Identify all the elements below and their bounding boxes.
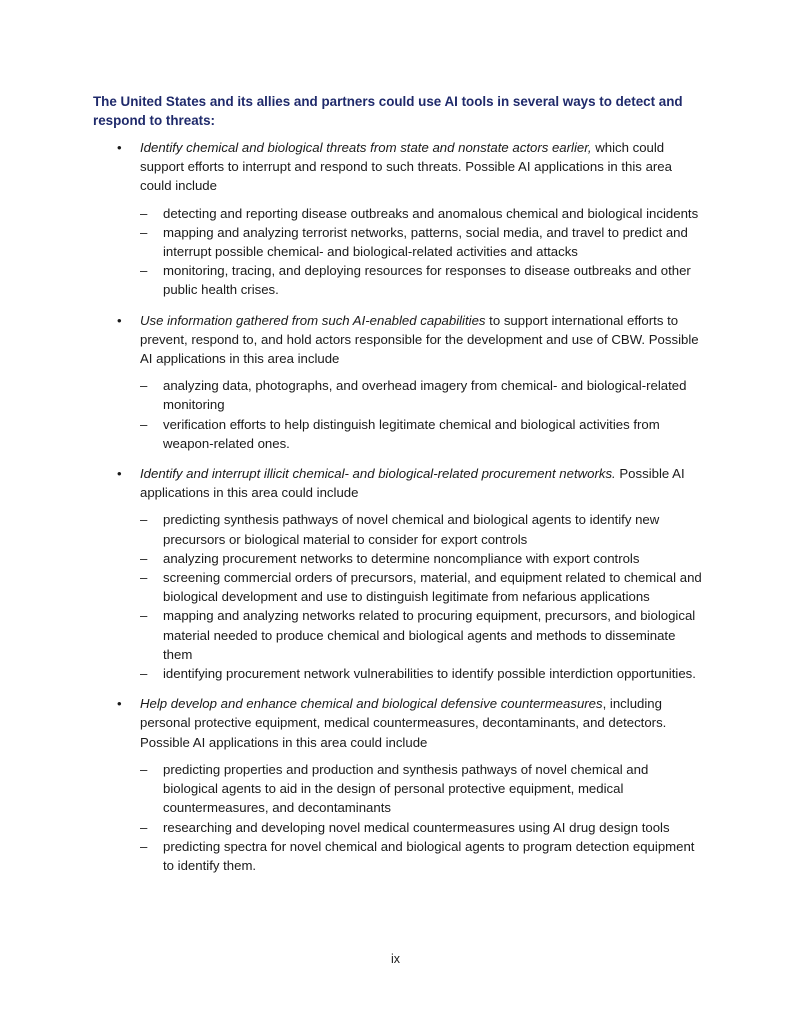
sub-list — [140, 760, 703, 875]
bullet-item — [93, 464, 703, 683]
sub-item-text: mapping and analyzing terrorist networks, patterns, social media, and travel to predict and interrupt possible chemical- and biological-related activities and attacks — [163, 224, 688, 260]
dash-icon: – — [140, 608, 148, 624]
bullet-rest: which could support efforts to interrupt and respond to such threats. Possible AI applications in this area could include — [140, 140, 672, 194]
sub-item — [140, 760, 703, 818]
bullet-dot-icon: • — [117, 466, 122, 482]
sub-item-text: mapping and analyzing networks related to procuring equipment, precursors, and biological material needed to produce chemical and biological agents and methods to disseminate them — [163, 608, 696, 662]
dash-icon: – — [140, 224, 148, 240]
bullet-text — [140, 694, 703, 752]
sub-item — [140, 606, 703, 664]
sub-item — [140, 664, 703, 683]
sub-item — [140, 510, 703, 548]
bullet-item — [93, 311, 703, 453]
sub-item-text: analyzing procurement networks to determine noncompliance with export controls — [163, 550, 640, 566]
sub-item — [140, 818, 703, 837]
bullet-item — [93, 138, 703, 300]
sub-item-text: predicting synthesis pathways of novel chemical and biological agents to identify new precursors or biological material to consider for export controls — [163, 512, 660, 547]
sub-item — [140, 223, 703, 261]
sub-item-text: predicting properties and production and synthesis pathways of novel chemical and biological agents to aid in the design of personal protective equipment, medical countermeasures, and decontaminants — [163, 761, 649, 816]
dash-icon: – — [140, 666, 148, 682]
sub-item — [140, 568, 703, 606]
dash-icon: – — [140, 416, 148, 432]
bullet-dot-icon: • — [117, 696, 122, 712]
sub-list — [140, 204, 703, 300]
sub-list — [140, 376, 703, 453]
dash-icon: – — [140, 838, 148, 854]
dash-icon: – — [140, 205, 148, 221]
sub-item — [140, 837, 703, 875]
dash-icon: – — [140, 819, 148, 835]
dash-icon: – — [140, 263, 148, 279]
dash-icon: – — [140, 761, 148, 777]
page-number: ix — [390, 952, 401, 966]
bullet-dot-icon: • — [117, 140, 122, 155]
sub-item-text: verification efforts to help distinguish legitimate chemical and biological activities from weapon-related ones. — [163, 416, 660, 451]
sub-item-text: analyzing data, photographs, and overhead imagery from chemical- and biological-related monitoring — [163, 378, 687, 413]
bullet-lead: Use information gathered from such AI-enabled capabilities — [140, 312, 486, 328]
sub-item — [140, 376, 703, 414]
document-body — [93, 92, 703, 886]
dash-icon: – — [140, 550, 148, 566]
dash-icon: – — [140, 378, 148, 394]
sub-item — [140, 549, 703, 568]
sub-item — [140, 261, 703, 299]
sub-list — [140, 510, 703, 683]
bullet-lead: Identify and interrupt illicit chemical- and biological-related procurement networks. — [140, 466, 616, 482]
sub-item — [140, 415, 703, 453]
bullet-list — [93, 138, 703, 875]
bullet-rest: Possible AI applications in this area could include — [140, 466, 685, 501]
bullet-item — [93, 694, 703, 875]
bullet-lead: Help develop and enhance chemical and biological defensive countermeasures — [140, 696, 603, 712]
sub-item-text: monitoring, tracing, and deploying resources for responses to disease outbreaks and other public health crises. — [163, 263, 691, 298]
sub-item-text: predicting spectra for novel chemical and biological agents to program detection equipment to identify them. — [163, 838, 695, 873]
bullet-lead: Identify chemical and biological threats from state and nonstate actors earlier, — [140, 140, 592, 155]
sub-item-text: screening commercial orders of precursors, material, and equipment related to chemical and biological development and use to distinguish legitimate from nefarious applications — [163, 570, 702, 605]
dash-icon: – — [140, 570, 148, 586]
sub-item-text: detecting and reporting disease outbreaks and anomalous chemical and biological incidents — [163, 205, 699, 221]
dash-icon: – — [140, 512, 148, 528]
sub-item-text: researching and developing novel medical countermeasures using AI drug design tools — [163, 819, 670, 835]
bullet-text — [140, 138, 703, 196]
bullet-rest: , including personal protective equipment, medical countermeasures, decontaminants, and detectors. Possible AI applications in this area could include — [140, 696, 667, 750]
section-heading: The United States and its allies and partners could use AI tools in several ways to detect and respond to threats: — [93, 94, 683, 128]
bullet-text — [140, 464, 703, 502]
bullet-text — [140, 311, 703, 369]
sub-item-text: identifying procurement network vulnerabilities to identify possible interdiction opportunities. — [163, 666, 696, 682]
sub-item — [140, 204, 703, 223]
bullet-rest: to support international efforts to prevent, respond to, and hold actors responsible for the development and use of CBW. Possible AI applications in this area include — [140, 312, 699, 367]
bullet-dot-icon: • — [117, 312, 122, 328]
